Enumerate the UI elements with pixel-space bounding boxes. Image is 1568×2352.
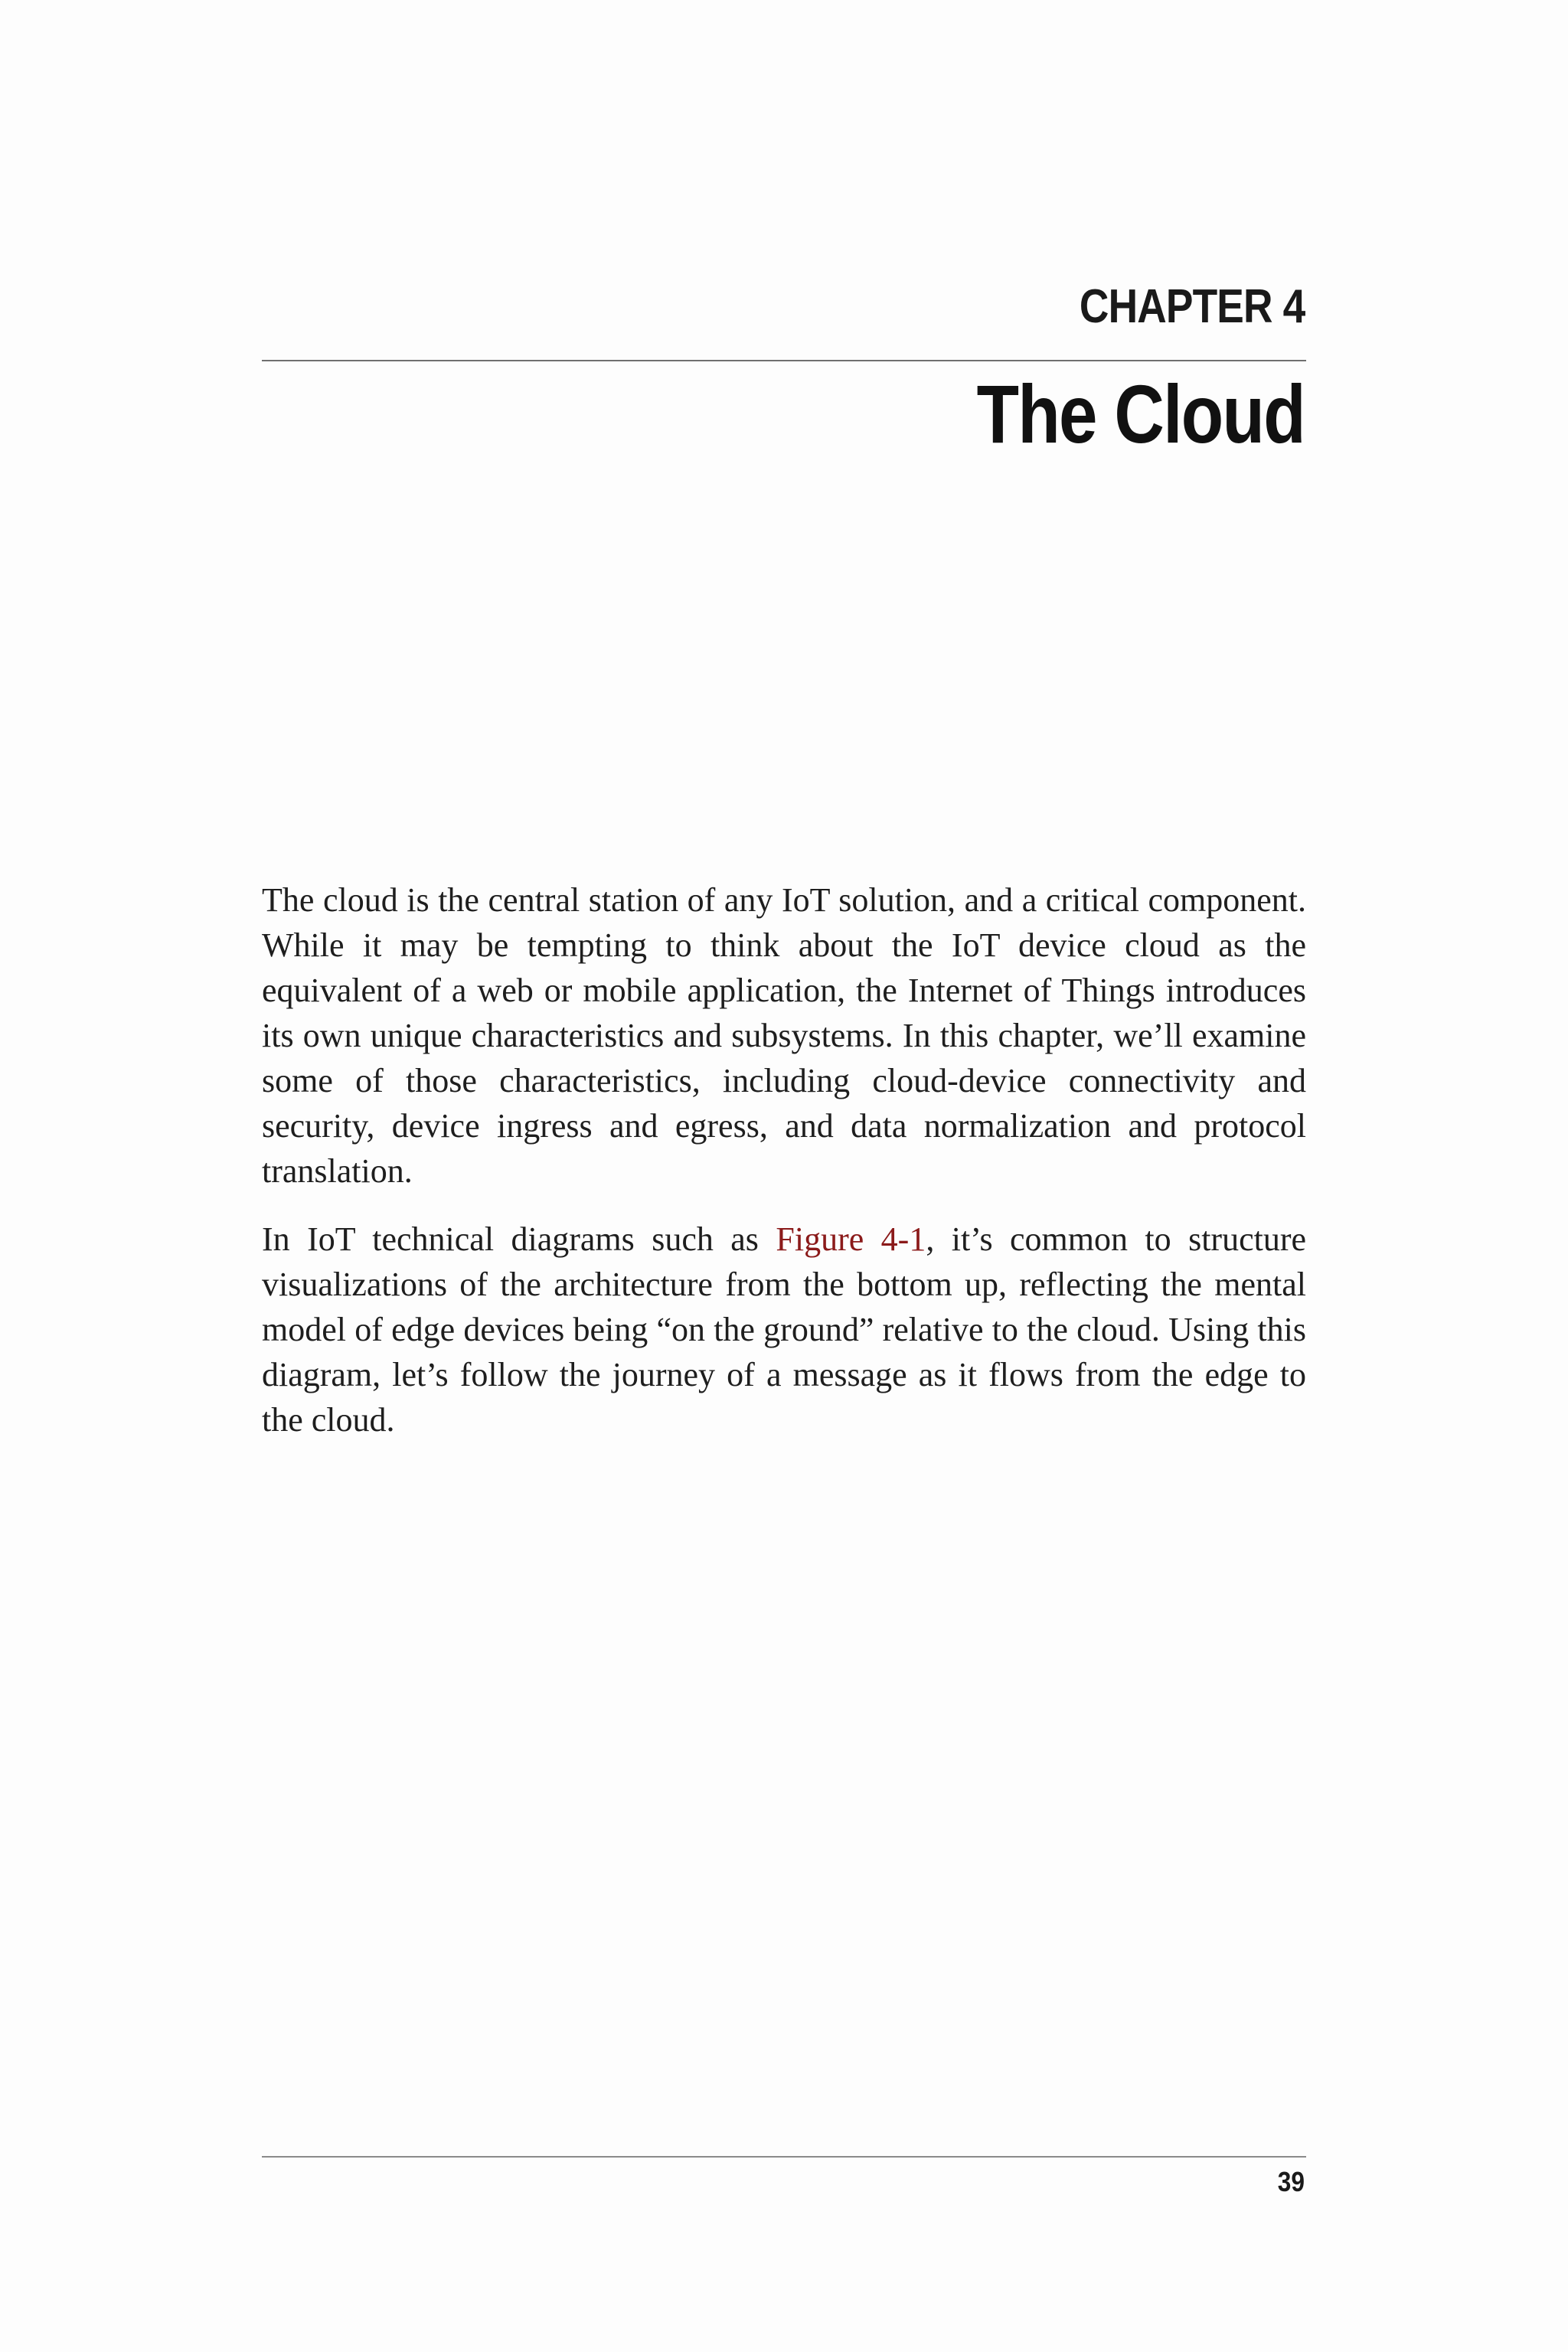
paragraph-2-lead-text: In IoT technical diagrams such as — [262, 1220, 776, 1258]
chapter-body — [262, 877, 1306, 1465]
body-paragraph-1: The cloud is the central station of any IoT solution, and a critical component. While it may be tempting to think about the IoT device cloud as the equivalent of a web or mobile application, the Internet of Things introduces its own unique characteristics and subsystems. In this chapter, we’ll examine some of those characteristics, including cloud-device connectivity and security, device ingress and egress, and data normalization and protocol translation. — [262, 881, 1306, 1190]
paragraph-2-trailing-text: , it’s common to structure visualizations of the architecture from the bottom up, reflecting the mental model of edge devices being “on the ground” relative to the cloud. Using this diagram, let’s follow the journey of a message as it flows from the edge to the cloud. — [262, 1220, 1307, 1439]
page-number: 39 — [1277, 2166, 1305, 2197]
chapter-label: CHAPTER 4 — [1079, 280, 1305, 333]
figure-4-1-link[interactable]: Figure 4-1 — [776, 1220, 926, 1258]
chapter-title: The Cloud — [976, 368, 1305, 460]
chapter-header-rule — [262, 360, 1306, 361]
footer-rule — [262, 2156, 1306, 2158]
body-paragraph-2 — [262, 1217, 1306, 1442]
